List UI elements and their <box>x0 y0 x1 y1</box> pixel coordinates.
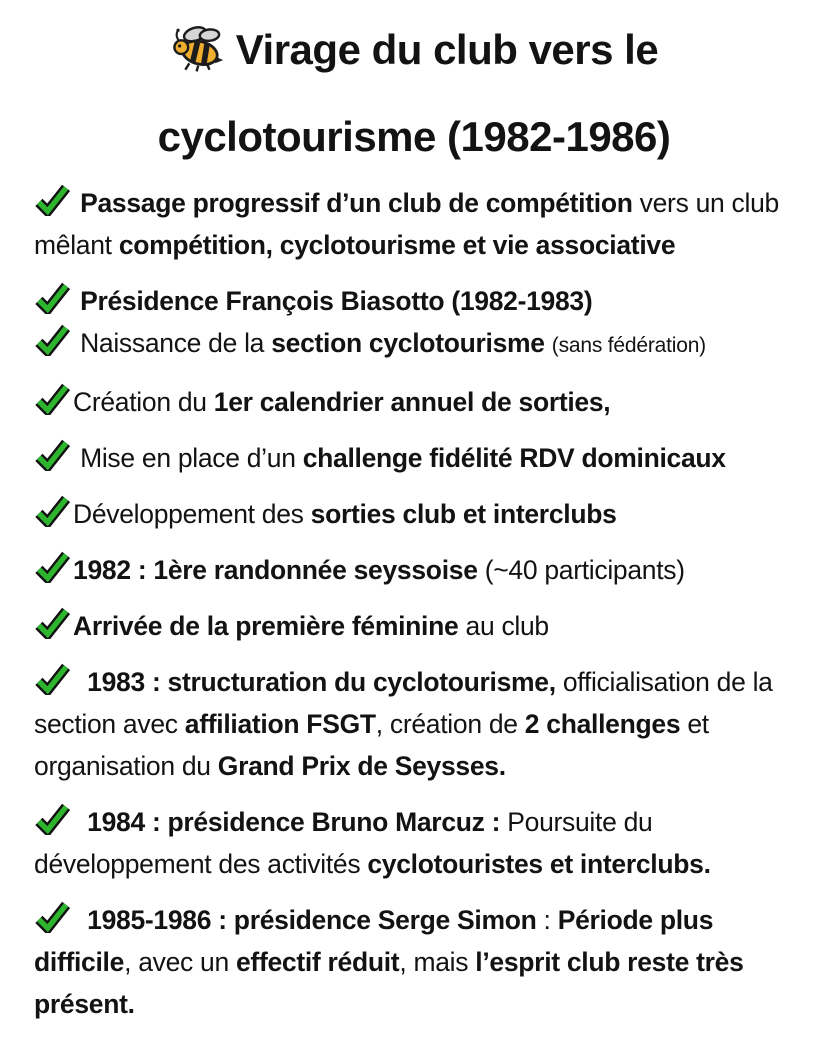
text-segment: et organisation du <box>34 709 716 781</box>
text-segment: : <box>536 905 558 935</box>
check-icon <box>34 323 71 356</box>
text-segment: 1983 : structuration du cyclotourisme, <box>73 667 556 697</box>
check-icon <box>34 900 71 933</box>
text-segment: 1985-1986 : présidence Serge Simon <box>73 905 537 935</box>
bullet-item <box>34 661 794 787</box>
text-segment: Grand Prix de Seysses. <box>217 751 506 781</box>
bullet-item <box>34 605 794 647</box>
bullet-list <box>34 182 794 1025</box>
check-icon <box>34 438 71 471</box>
page-title <box>34 6 794 180</box>
text-segment: affiliation FSGT <box>184 709 376 739</box>
text-segment: section cyclotourisme <box>271 328 545 358</box>
text-segment: Mise en place d’un <box>73 443 303 473</box>
check-icon <box>34 281 71 314</box>
text-segment: l’esprit club reste très présent. <box>34 947 751 1019</box>
title-text: Virage du club vers le <box>235 26 659 73</box>
title-text: cyclotourisme (1982-1986) <box>157 113 671 160</box>
bullet-item <box>34 549 794 591</box>
bullet-item <box>34 322 794 367</box>
bullet-item <box>34 182 794 266</box>
text-segment: Période plus difficile <box>34 905 721 977</box>
bullet-item <box>34 493 794 535</box>
text-segment: officialisation de la section avec <box>34 667 780 739</box>
text-segment: , création de <box>375 709 525 739</box>
text-segment: Présidence François Biasotto (1982-1983) <box>73 286 593 316</box>
text-segment: compétition, cyclotourisme et vie associative <box>118 230 676 260</box>
title-line-1 <box>34 6 794 93</box>
text-segment: Développement des <box>73 499 311 529</box>
text-segment: Naissance de la <box>73 328 272 358</box>
text-segment: au club <box>458 611 549 641</box>
check-icon <box>34 382 71 415</box>
text-segment: 1er calendrier annuel de sorties, <box>213 387 611 417</box>
check-icon <box>34 550 71 583</box>
text-segment: vers un club mêlant <box>34 188 787 260</box>
text-segment: 2 challenges <box>524 709 681 739</box>
check-icon <box>34 183 71 216</box>
text-segment: (sans fédération) <box>551 334 706 357</box>
text-segment: Poursuite du développement des activités <box>34 807 660 879</box>
text-segment: cyclotouristes et interclubs. <box>367 849 711 879</box>
title-line-2 <box>34 93 794 180</box>
check-icon <box>34 802 71 835</box>
text-segment: 1982 : 1ère randonnée seyssoise <box>73 555 478 585</box>
check-icon <box>34 662 71 695</box>
text-segment: sorties club et interclubs <box>310 499 617 529</box>
text-segment: , mais <box>399 947 476 977</box>
text-segment <box>545 328 552 358</box>
text-segment: (~40 participants) <box>477 555 685 585</box>
text-segment: Arrivée de la première féminine <box>73 611 459 641</box>
bullet-item <box>34 381 794 423</box>
bullet-item <box>34 280 794 322</box>
bullet-item <box>34 899 794 1025</box>
bee-icon <box>170 23 228 73</box>
check-icon <box>34 606 71 639</box>
text-segment: effectif réduit <box>235 947 400 977</box>
text-segment: challenge fidélité RDV dominicaux <box>302 443 726 473</box>
text-segment: , avec un <box>124 947 236 977</box>
bullet-item <box>34 437 794 479</box>
text-segment: 1984 : présidence Bruno Marcuz : <box>73 807 501 837</box>
bullet-item <box>34 801 794 885</box>
text-segment: Passage progressif d’un club de compétition <box>73 188 633 218</box>
check-icon <box>34 494 71 527</box>
text-segment: Création du <box>73 387 214 417</box>
